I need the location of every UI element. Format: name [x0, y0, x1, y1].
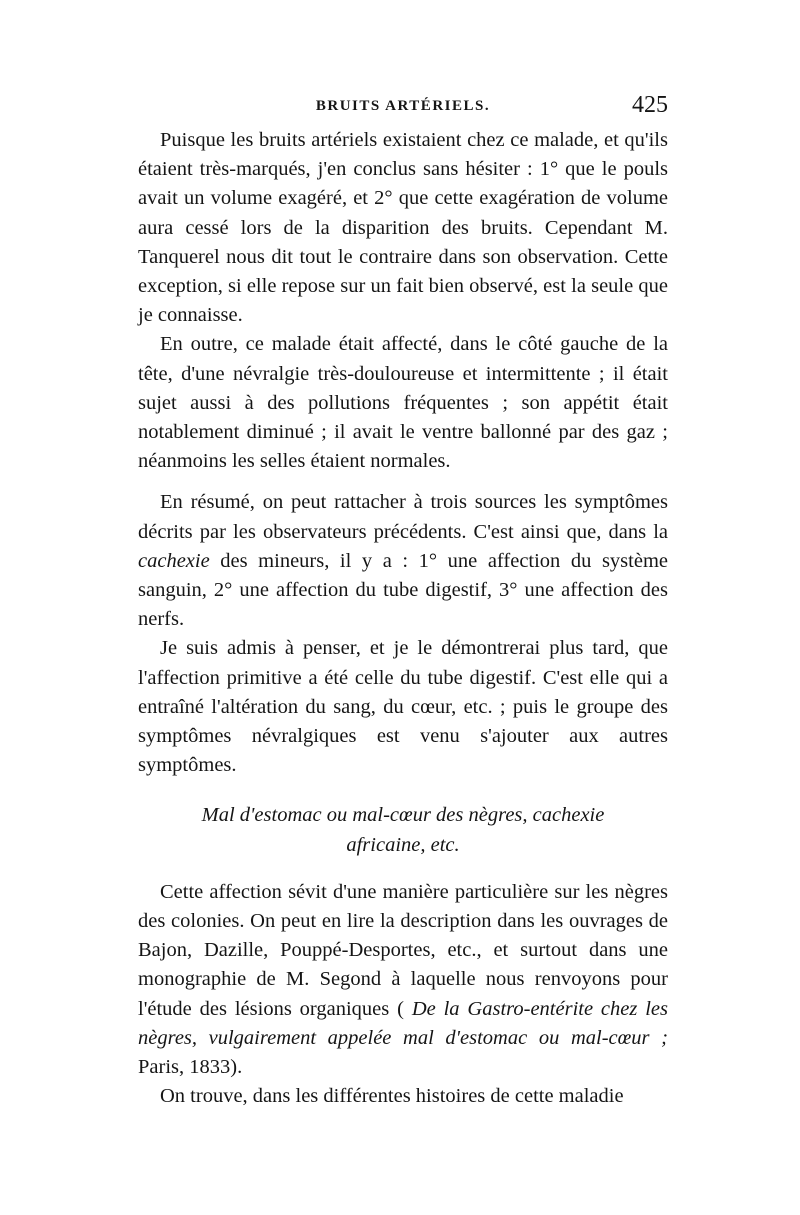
- paragraph-2: En outre, ce malade était affecté, dans le côté gauche de la tête, d'une névralgie très-douloureuse et intermittente ; il était sujet aussi à des pollutions fréquentes ; son appétit était notablement diminué ; il avait le ventre ballonné par des gaz ; néanmoins les selles étaient normales.: [138, 333, 668, 473]
- paragraph-6: On trouve, dans les différentes histoires de cette maladie: [160, 1085, 624, 1108]
- running-head: [138, 92, 668, 122]
- paragraph-3-text-a: En résumé, on peut rattacher à trois sources les symptômes décrits par les observateurs précédents. C'est ainsi que, dans la: [138, 491, 668, 543]
- paragraph-3-text-b: des mineurs, il y a : 1° une affection du système sanguin, 2° une affection du tube digestif, 3° une affection des nerfs.: [138, 549, 668, 631]
- section-heading-line-1: Mal d'estomac ou mal-cœur des nègres, cachexie: [201, 804, 605, 827]
- paragraph-3-italic: cachexie: [138, 549, 210, 572]
- paragraph-5: [138, 878, 668, 1082]
- section-heading: [138, 801, 668, 859]
- paragraph-5-italic: De la Gastro-entérite chez les nègres, vulgairement appelée mal d'estomac ou mal-cœur ;: [138, 997, 668, 1049]
- paragraph-1: Puisque les bruits artériels existaient chez ce malade, et qu'ils étaient très-marqués, j'en conclus sans hésiter : 1° que le pouls avait un volume exagéré, et 2° que cette exagération de volume aura cessé lors de la disparition des bruits. Cependant M. Tanquerel nous dit tout le contraire dans son observation. Cette exception, si elle repose sur un fait bien observé, est la seule que je connaisse.: [138, 129, 668, 327]
- running-title: BRUITS ARTÉRIELS.: [315, 98, 491, 114]
- page-number: 425: [632, 92, 668, 118]
- section-heading-line-2: africaine, etc.: [346, 833, 460, 856]
- paragraph-5-text-a: Cette affection sévit d'une manière particulière sur les nègres des colonies. On peut en lire la description dans les ouvrages de Bajon, Dazille, Pouppé-Desportes, etc., et surtout dans une monographie de M. Segond à laquelle nous renvoyons pour l'étude des lésions organiques (: [138, 880, 668, 1020]
- body-text: [138, 126, 668, 1112]
- paragraph-4: Je suis admis à penser, et je le démontrerai plus tard, que l'affection primitive a été celle du tube digestif. C'est elle qui a entraîné l'altération du sang, du cœur, etc. ; puis le groupe des symptômes névralgiques est venu s'ajouter aux autres symptômes.: [138, 637, 668, 777]
- paragraph-3: [138, 488, 668, 634]
- paragraph-5-text-b: Paris, 1833).: [138, 1056, 243, 1079]
